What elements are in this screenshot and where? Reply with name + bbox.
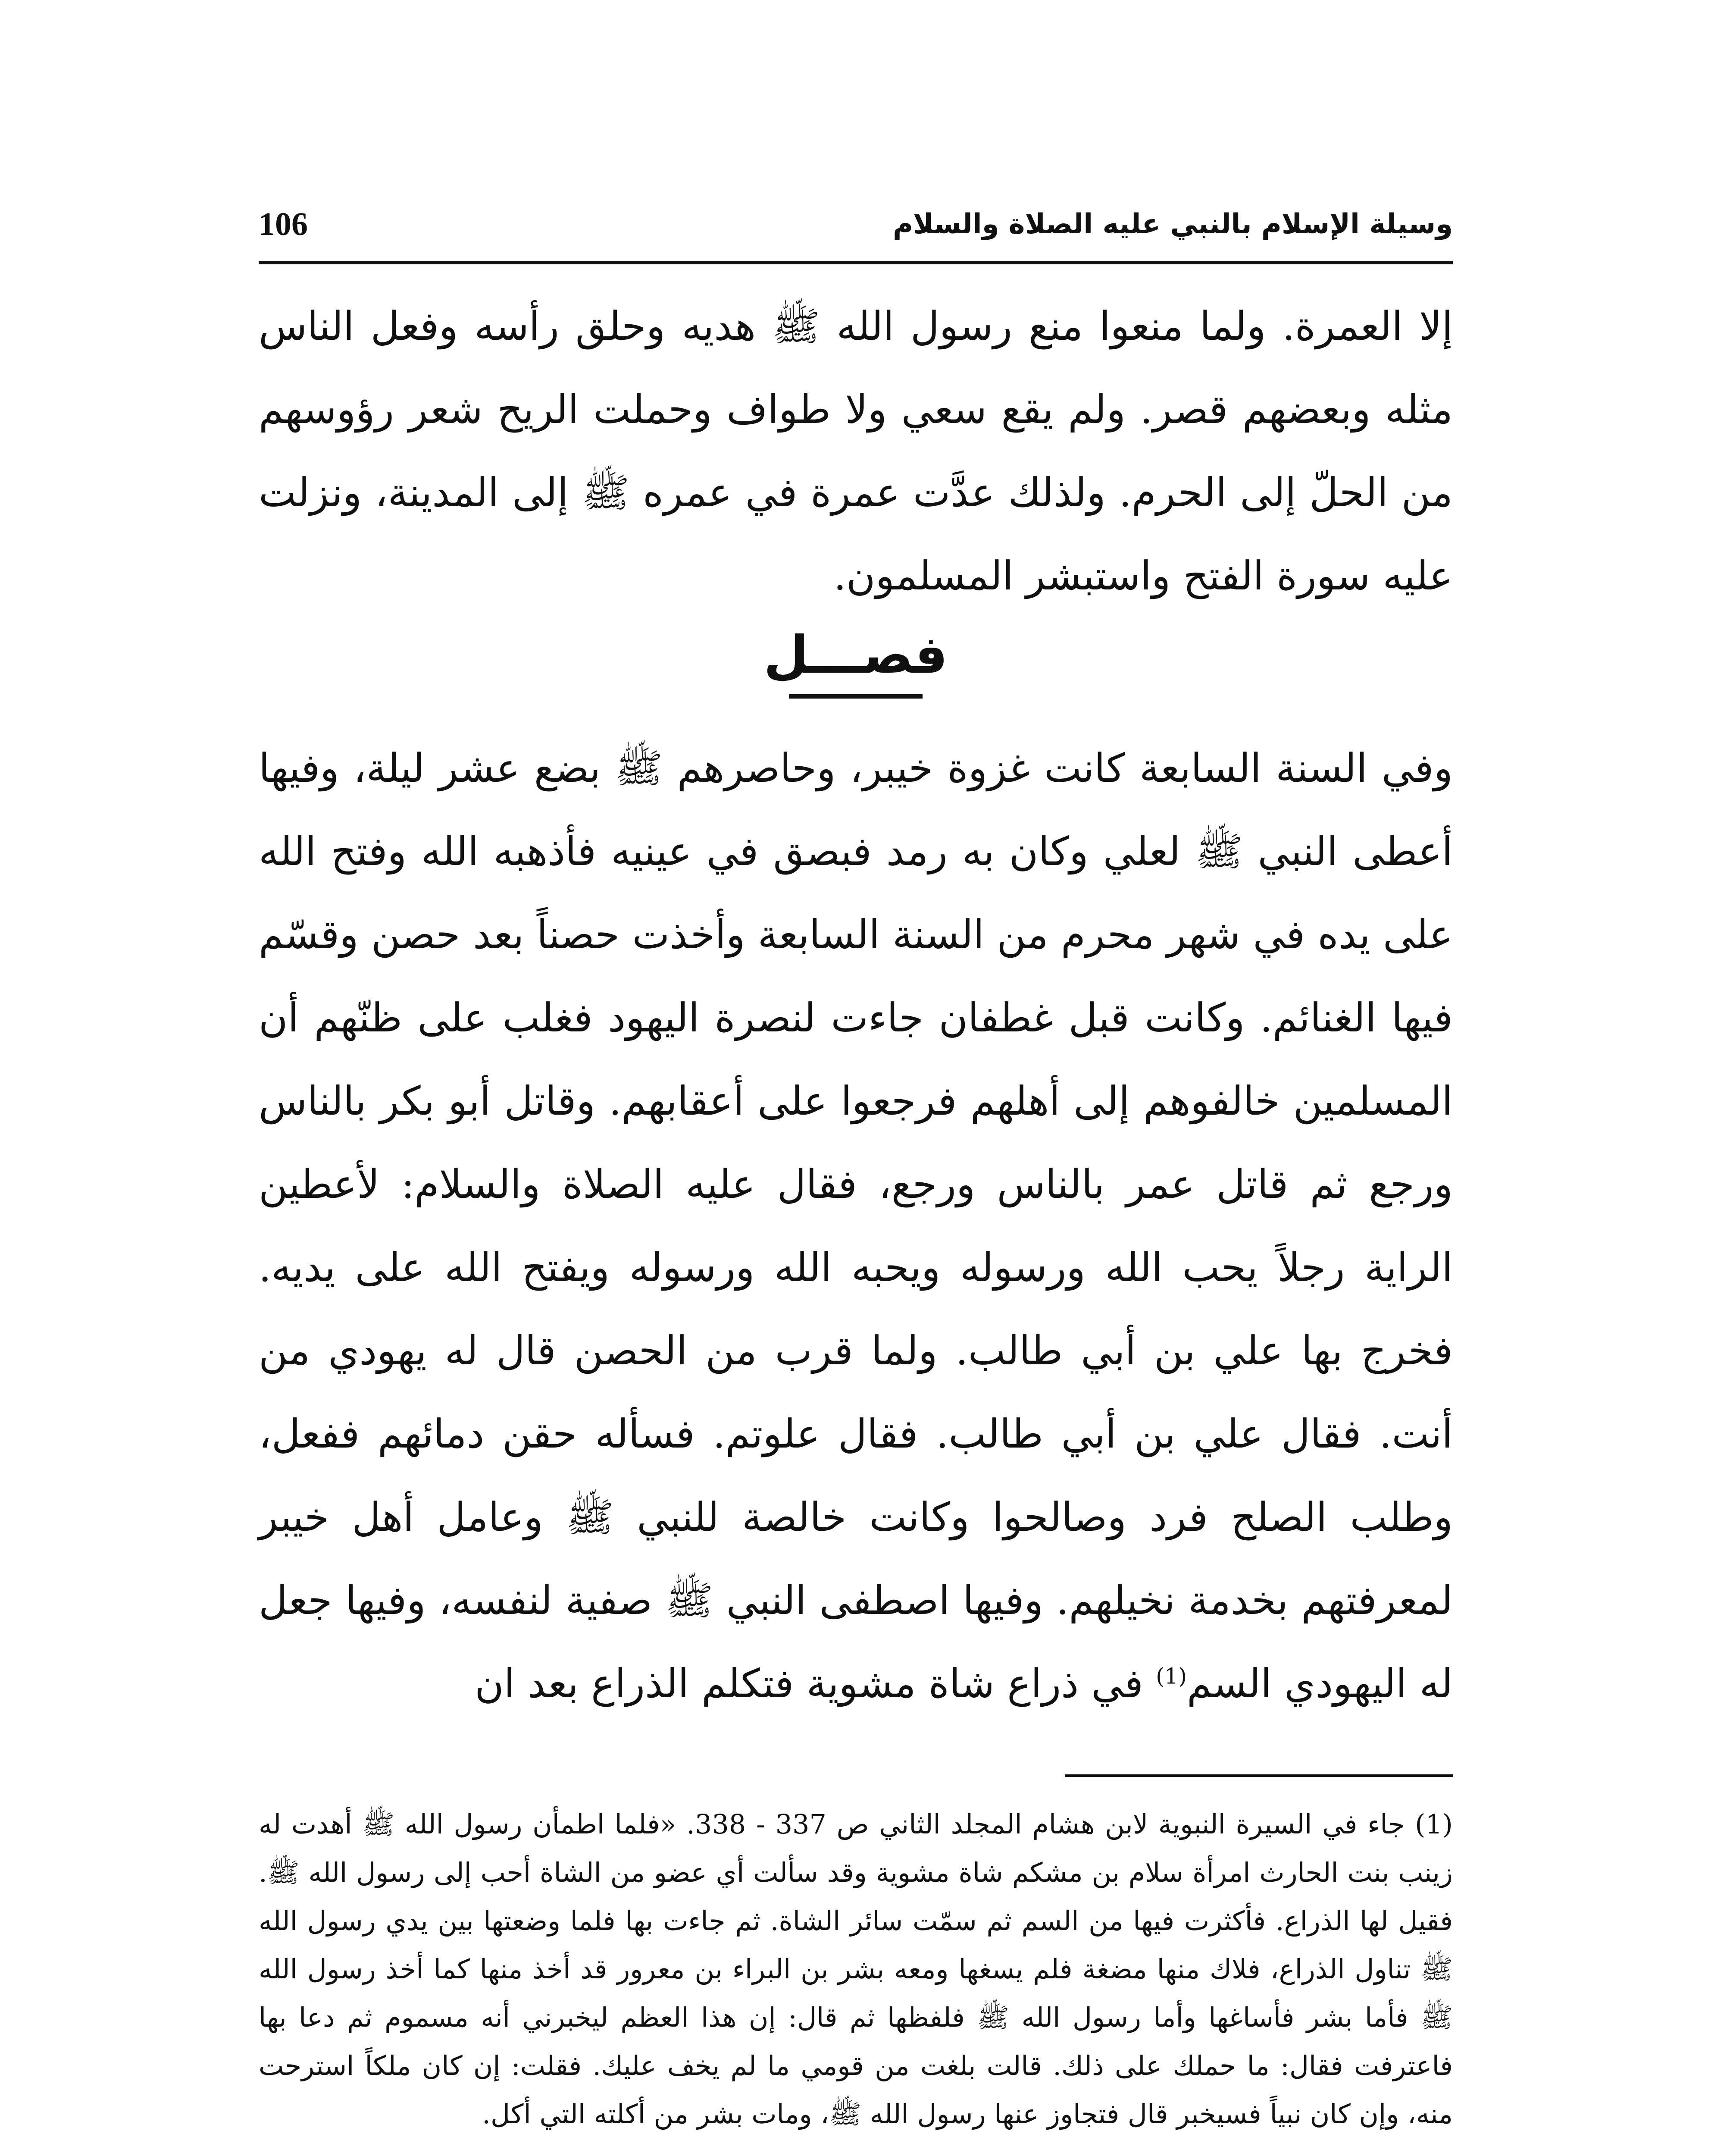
paragraph-khaybar — [259, 727, 1453, 1725]
paragraph-khaybar-continuation: في ذراع شاة مشوية فتكلم الذراع بعد ان — [475, 1661, 1156, 1707]
footnote-1: (1) جاء في السيرة النبوية لابن هشام المجلد الثاني ص 337 - 338. «فلما اطمأن رسول الله ﷺ أهدت له زينب بنت الحارث امرأة سلام بن مشكم شاة مشوية وقد سألت أي عضو من الشاة أحب إلى رسول الله ﷺ. فقيل لها الذراع. فأكثرت فيها من السم ثم سمّت سائر الشاة. ثم جاءت بها فلما وضعتها بين يدي رسول الله ﷺ تناول الذراع، فلاك منها مضغة فلم يسغها ومعه بشر بن البراء بن معرور قد أخذ منها كما أخذ رسول الله ﷺ فأما بشر فأساغها وأما رسول الله ﷺ فلفظها ثم قال: إن هذا العظم ليخبرني أنه مسموم ثم دعا بها فاعترفت فقال: ما حملك على ذلك. قالت بلغت من قومي ما لم يخف عليك. فقلت: إن كان ملكاً استرحت منه، وإن كان نبياً فسيخبر قال فتجاوز عنها رسول الله ﷺ، ومات بشر من أكلته التي أكل. — [259, 1808, 1453, 2130]
footnote-separator — [1065, 1774, 1453, 1777]
paragraph-umrah: إلا العمرة. ولما منعوا منع رسول الله ﷺ هديه وحلق رأسه وفعل الناس مثله وبعضهم قصر. ولم يقع سعي ولا طواف وحملت الريح شعر رؤوسهم من الحلّ إلى الحرم. ولذلك عدَّت عمرة في عمره ﷺ إلى المدينة، ونزلت عليه سورة الفتح واستبشر المسلمون. — [259, 303, 1453, 599]
page-number: 106 — [259, 206, 308, 242]
footnote-marker[interactable]: (1) — [1156, 1663, 1187, 1689]
paragraph-khaybar-text: وفي السنة السابعة كانت غزوة خيبر، وحاصرهم ﷺ بضع عشر ليلة، وفيها أعطى النبي ﷺ لعلي وكان به رمد فبصق في عينيه فأذهبه الله وفتح الله على يده في شهر محرم من السنة السابعة وأخذت حصناً بعد حصن وقسّم فيها الغنائم. وكانت قبل غطفان جاءت لنصرة اليهود فغلب على ظنّهم أن المسلمين خالفوهم إلى أهلهم فرجعوا على أعقابهم. وقاتل أبو بكر بالناس ورجع ثم قاتل عمر بالناس ورجع، فقال عليه الصلاة والسلام: لأعطين الراية رجلاً يحب الله ورسوله ويحبه الله ورسوله ويفتح الله على يديه. فخرج بها علي بن أبي طالب. ولما قرب من الحصن قال له يهودي من أنت. فقال علي بن أبي طالب. فقال علوتم. فسأله حقن دمائهم ففعل، وطلب الصلح فرد وصالحوا وكانت خالصة للنبي ﷺ وعامل أهل خيبر لمعرفتهم بخدمة نخيلهم. وفيها اصطفى النبي ﷺ صفية لنفسه، وفيها جعل له اليهودي السم — [259, 745, 1453, 1707]
section-heading: فصـــل — [763, 625, 948, 685]
header-rule — [259, 261, 1453, 264]
section-heading-underline — [789, 694, 923, 699]
running-title: وسيلة الإسلام بالنبي عليه الصلاة والسلام — [893, 208, 1453, 240]
page-header — [259, 198, 1453, 263]
